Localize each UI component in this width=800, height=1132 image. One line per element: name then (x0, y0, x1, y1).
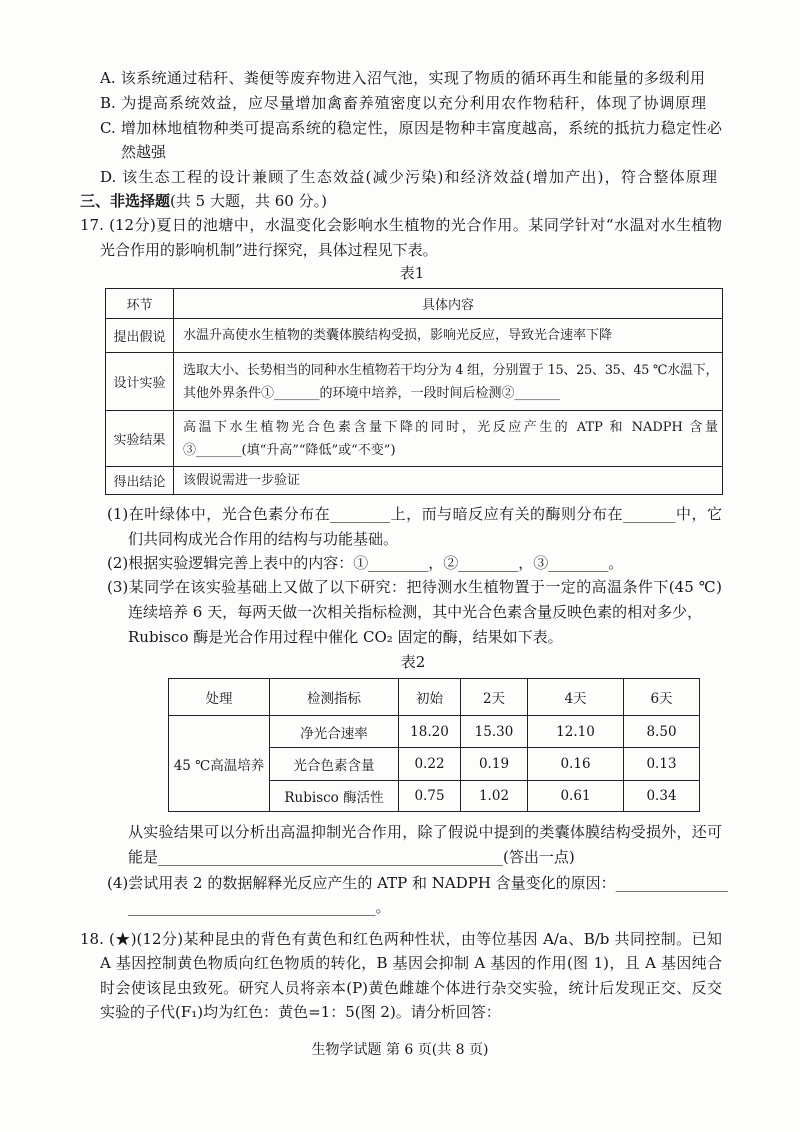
table2-value-cell: 0.61 (528, 781, 624, 812)
table1-header-content: 具体内容 (174, 289, 723, 319)
table1-stage-cell: 得出结论 (106, 467, 174, 495)
table-row (106, 467, 723, 495)
table2-header: 2天 (461, 679, 528, 716)
option-b: B. 为提高系统效益，应尽量增加禽畜养殖密度以充分利用农作物秸秆，体现了协调原理 (100, 94, 706, 112)
q18-line-2: A 基因控制黄色物质向红色物质的转化，B 基因会抑制 A 基因的作用(图 1)，且 A 基因纯合 (100, 954, 722, 972)
table2-value-cell: 0.34 (624, 781, 700, 812)
cell-line: 高温下水生植物光合色素含量下降的同时，光反应产生的 ATP 和 NADPH 含量 (183, 419, 718, 435)
table-row (169, 716, 700, 748)
table2-indicator-cell: Rubisco 酶活性 (270, 781, 399, 812)
table2-header: 处理 (169, 679, 270, 716)
table2-header: 6天 (624, 679, 700, 716)
option-a: A. 该系统通过秸秆、粪便等废弃物进入沼气池，实现了物质的循环再生和能量的多级利用 (100, 69, 705, 87)
table2 (168, 678, 700, 812)
table2-value-cell: 0.22 (399, 748, 461, 781)
cell-line: 该假说需进一步验证 (183, 473, 301, 488)
table2-value-cell: 1.02 (461, 781, 528, 812)
table1-content-cell (174, 411, 723, 467)
section-note: (共 5 大题，共 60 分。) (170, 192, 327, 210)
table2-header-row (169, 679, 700, 716)
table2-value-cell: 15.30 (461, 716, 528, 748)
table1-header-stage: 环节 (106, 289, 174, 319)
table-row (106, 353, 723, 411)
table1 (105, 288, 723, 495)
table2-value-cell: 0.75 (399, 781, 461, 812)
table-row (106, 319, 723, 353)
table2-treatment-cell: 45 ℃高温培养 (169, 716, 270, 812)
q17-intro-line-1: 17. (12分)夏日的池塘中，水温变化会影响水生植物的光合作用。某同学针对“水温对水生植物 (80, 216, 722, 234)
section-title: 三、非选择题 (80, 192, 171, 210)
q17-sub4-line-1: (4)尝试用表 2 的数据解释光反应产生的 ATP 和 NADPH 含量变化的原因：_______________ (107, 874, 729, 892)
table1-stage-cell: 实验结果 (106, 411, 174, 467)
table2-value-cell: 0.13 (624, 748, 700, 781)
q17-sub2: (2)根据实验逻辑完善上表中的内容：①________，②________，③________。 (107, 554, 624, 572)
q17-sub3-question-line-1: 从实验结果可以分析出高温抑制光合作用，除了假说中提到的类囊体膜结构受损外，还可 (128, 823, 722, 841)
q18-line-1: 18. (★)(12分)某种昆虫的背色有黄色和红色两种性状，由等位基因 A/a、B/b 共同控制。已知 (80, 930, 722, 948)
table2-indicator-cell: 净光合速率 (270, 716, 399, 748)
option-c-line-1: C. 增加林地植物种类可提高系统的稳定性，原因是物种丰富度越高，系统的抵抗力稳定性必 (100, 119, 722, 137)
cell-line: ③_______(填“升高”“降低”或“不变”) (183, 442, 396, 458)
table1-stage-cell: 提出假说 (106, 319, 174, 353)
table1-header-row (106, 289, 723, 319)
q17-sub4-line-2: _________________________________。 (128, 898, 391, 916)
table-row (106, 411, 723, 467)
option-d: D. 该生态工程的设计兼顾了生态效益(减少污染)和经济效益(增加产出)，符合整体原理 (100, 168, 717, 186)
table1-content-cell (174, 319, 723, 353)
table2-caption: 表2 (400, 653, 426, 671)
table2-indicator-cell: 光合色素含量 (270, 748, 399, 781)
table2-value-cell: 18.20 (399, 716, 461, 748)
q17-sub1-line-1: (1)在叶绿体中，光合色素分布在________上，而与暗反应有关的酶则分布在_______中，它 (107, 505, 722, 523)
cell-line: 其他外界条件①_______的环境中培养，一段时间后检测②_______ (183, 385, 561, 401)
q17-sub1-line-2: 们共同构成光合作用的结构与功能基础。 (128, 530, 399, 548)
table2-value-cell: 0.19 (461, 748, 528, 781)
q17-intro-line-2: 光合作用的影响机制”进行探究，具体过程见下表。 (100, 241, 438, 259)
q18-line-4: 实验的子代(F₁)均为红色：黄色=1：5(图 2)。请分析回答： (100, 1003, 501, 1021)
section-heading (80, 189, 327, 213)
table2-header: 初始 (399, 679, 461, 716)
q18-line-3: 时会使该昆虫致死。研究人员将亲本(P)黄色雌雄个体进行杂交实验，统计后发现正交、反交 (100, 979, 722, 997)
table2-value-cell: 0.16 (528, 748, 624, 781)
q17-sub3-question-line-2: 能是______________________________________________(答出一点) (128, 848, 575, 866)
table2-value-cell: 8.50 (624, 716, 700, 748)
table2-header: 检测指标 (270, 679, 399, 716)
table2-header: 4天 (528, 679, 624, 716)
page-footer: 生物学试题 第 6 页(共 8 页) (311, 1042, 489, 1058)
q17-sub3-line-3: Rubisco 酶是光合作用过程中催化 CO₂ 固定的酶，结果如下表。 (128, 628, 563, 646)
option-c-line-2: 然越强 (121, 143, 167, 161)
cell-line: 选取大小、长势相当的同种水生植物若干均分为 4 组，分别置于 15、25、35、45 ℃水温下， (183, 362, 718, 378)
table1-content-cell (174, 353, 723, 411)
q17-sub3-line-2: 连续培养 6 天，每两天做一次相关指标检测，其中光合色素含量反映色素的相对多少， (128, 603, 703, 621)
table1-content-cell (174, 467, 723, 495)
table1-stage-cell: 设计实验 (106, 353, 174, 411)
table2-value-cell: 12.10 (528, 716, 624, 748)
cell-line: 水温升高使水生植物的类囊体膜结构受损，影响光反应，导致光合速率下降 (183, 328, 613, 343)
table1-caption: 表1 (399, 264, 425, 282)
q17-sub3-line-1: (3)某同学在该实验基础上又做了以下研究：把待测水生植物置于一定的高温条件下(45 ℃) (107, 578, 722, 596)
